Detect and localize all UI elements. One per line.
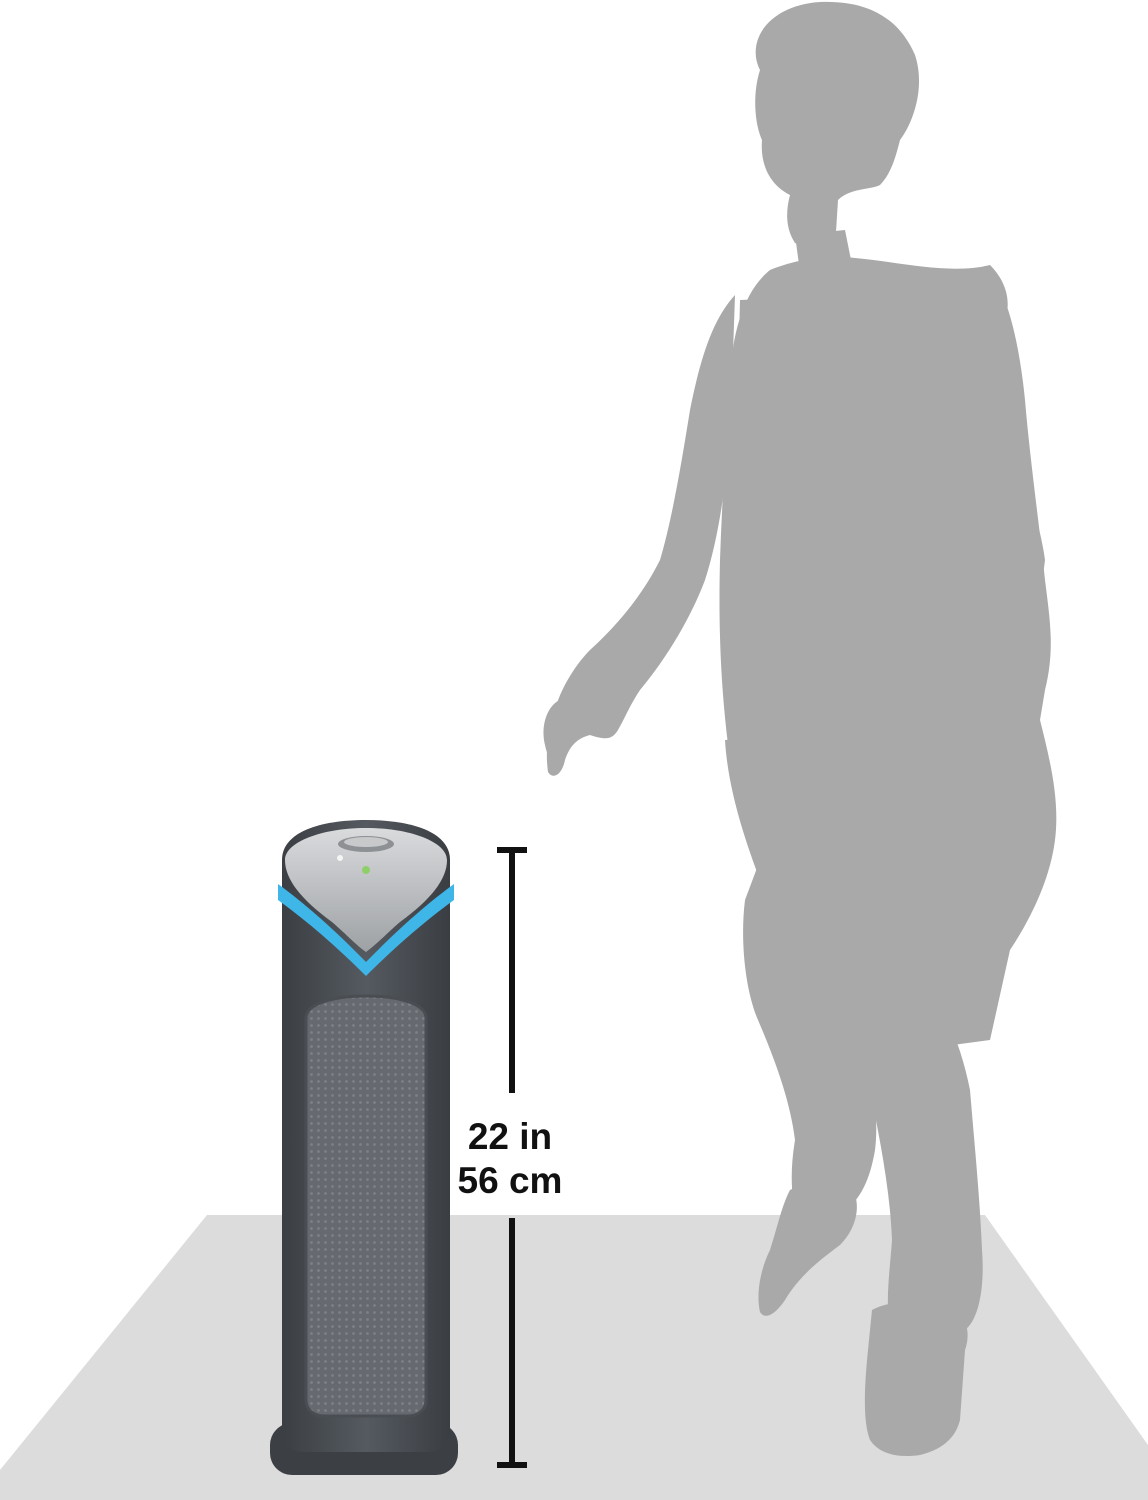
purifier-front-grille (306, 996, 426, 1416)
purifier-indicator-icon (362, 866, 370, 874)
height-centimeters-label: 56 cm (457, 1160, 563, 1201)
height-inches-label: 22 in (467, 1116, 553, 1157)
